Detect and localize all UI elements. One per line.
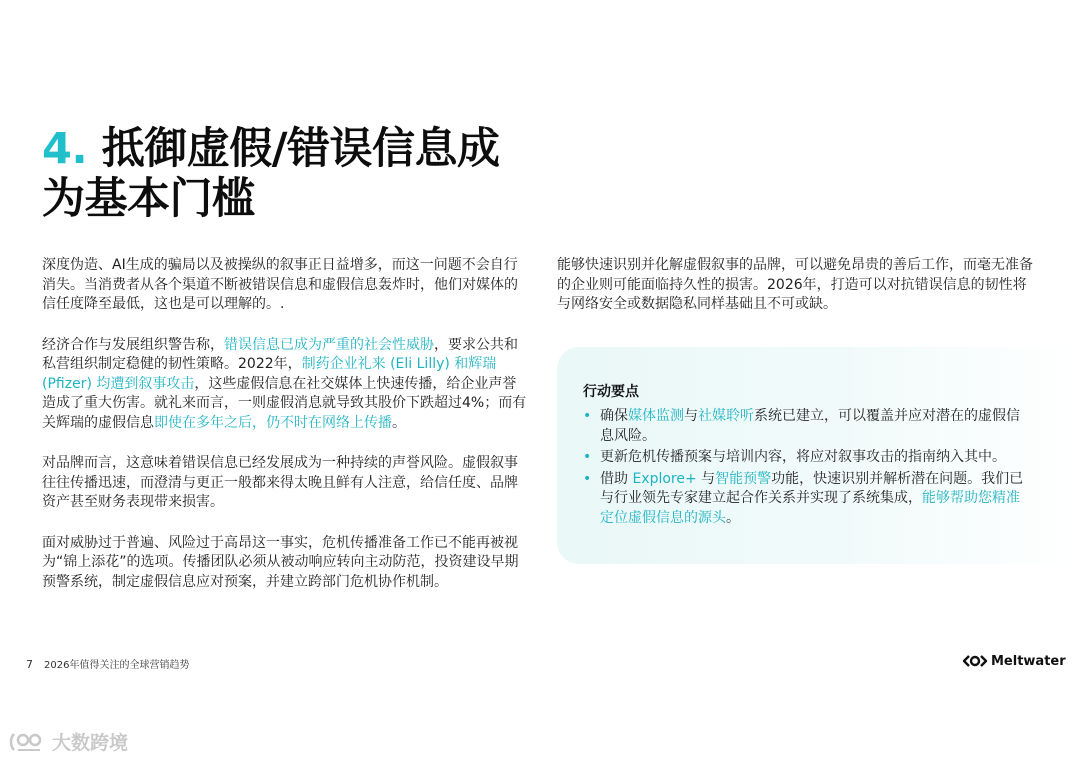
text-run: 。	[726, 509, 740, 526]
list-item	[583, 448, 1033, 468]
report-title: 2026年值得关注的全球营销趋势	[44, 660, 190, 671]
page-footer	[26, 656, 189, 671]
bullet-icon: •	[583, 408, 592, 424]
text-run: 系统已建立，可以覆盖并应对潜在的虚假信息风险。	[600, 408, 1020, 444]
list-item	[583, 470, 1033, 529]
link-social-listening[interactable]: 社媒聆听	[698, 408, 754, 424]
section-number: 4.	[42, 124, 88, 174]
action-points-list	[583, 407, 1033, 530]
bullet-icon: •	[583, 449, 592, 465]
link-locate-source[interactable]: 能够帮助您精准定位虚假信息的源头	[600, 490, 1020, 526]
action-points-panel	[557, 347, 1080, 564]
link-explore-plus[interactable]: Explore+	[632, 470, 697, 487]
paragraph-brand-risk: 对品牌而言，这意味着错误信息已经发展成为一种持续的声誉风险。虚假叙事往往传播迅速，而澄清与更正一般都来得太晚且鲜有人注意，给信任度、品牌资产甚至财务表现带来损害。	[42, 455, 518, 510]
paragraph-intro: 深度伪造、AI生成的骗局以及被操纵的叙事正日益增多，而这一问题不会自行消失。当消费者从各个渠道不断被错误信息和虚假信息轰炸时，他们对媒体的信任度降至最低，这也是可以理解的。.	[42, 257, 518, 312]
text-run: 确保	[600, 408, 628, 424]
link-media-monitoring[interactable]: 媒体监测	[628, 408, 684, 424]
dashu-logo-icon	[8, 730, 48, 754]
link-smart-alerts[interactable]: 智能预警	[715, 470, 772, 487]
right-column	[557, 256, 1037, 336]
text-run: ，这些虚假信息在社交媒体上快速传播，给企业声誉造成了重大伤害。就礼来而言，一则虚假消息就导致其股价下跌超过4%；而有关辉瑞的虚假信息	[42, 375, 527, 431]
watermark-text: 大数跨境	[52, 732, 129, 754]
left-column	[42, 256, 527, 613]
text-run: 。	[392, 414, 406, 431]
paragraph-resilience: 能够快速识别并化解虚假叙事的品牌，可以避免昂贵的善后工作，而毫无准备的企业则可能面临持久性的损害。2026年，打造可以对抗错误信息的韧性将与网络安全或数据隐私同样基础且不可或缺。	[557, 257, 1033, 312]
link-lilly-pfizer[interactable]: 制药企业礼来 (Eli Lilly) 和辉瑞 (Pfizer) 均遭到叙事攻击	[42, 356, 497, 392]
text-run: 功能，快速识别并解析潜在问题。我们已与行业领先专家建立起合作关系并实现了系统集成，	[600, 470, 1024, 506]
paragraph-oecd	[42, 336, 527, 434]
meltwater-logo	[962, 652, 1066, 670]
logo-text: Meltwater	[991, 653, 1066, 669]
meltwater-logo-icon	[962, 654, 988, 668]
page-number: 7	[26, 658, 33, 671]
paragraph-crisis-prep: 面对威胁过于普遍、风险过于高昂这一事实，危机传播准备工作已不能再被视为“锦上添花”的选项。传播团队必须从被动响应转向主动防范，投资建设早期预警系统，制定虚假信息应对预案，并建立跨部门危机协作机制。	[42, 534, 519, 590]
list-item	[583, 407, 1033, 446]
text-run: 借助	[600, 470, 633, 487]
link-pfizer-spread[interactable]: 即使在多年之后，仍不时在网络上传播	[154, 414, 392, 431]
text-run: 更新危机传播预案与培训内容，将应对叙事攻击的指南纳入其中。	[600, 449, 1006, 465]
action-points-title: 行动要点	[583, 384, 639, 400]
text-run: 与	[684, 408, 698, 424]
heading-line-1: 抵御虚假/错误信息成	[87, 124, 500, 174]
text-run: 与	[696, 470, 716, 487]
heading-line-2: 为基本门槛	[42, 174, 255, 224]
watermark	[8, 728, 128, 755]
section-heading	[42, 124, 499, 224]
link-oecd-threat[interactable]: 错误信息已成为严重的社会性威胁	[224, 336, 434, 353]
text-run: ，要求公共和私营组织制定稳健的韧性策略。2022年，	[42, 336, 518, 372]
text-run: 经济合作与发展组织警告称，	[42, 336, 224, 353]
bullet-icon: •	[583, 470, 592, 487]
